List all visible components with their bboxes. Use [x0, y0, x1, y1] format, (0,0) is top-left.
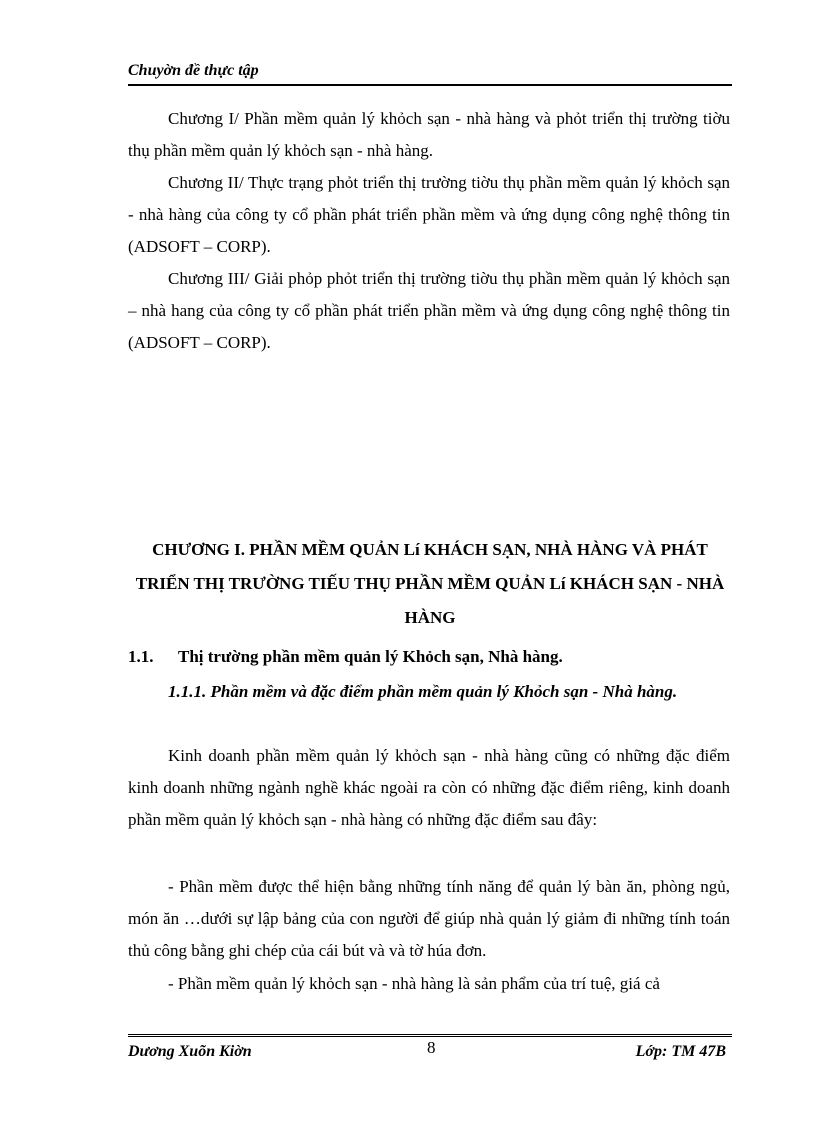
header-divider — [128, 84, 732, 86]
intro-paragraph-3: Chương III/ Giải phỏp phỏt triển thị trường tiờu thụ phần mềm quản lý khỏch sạn – nhà hang của công ty cổ phần phát triển phần mềm và ứng dụng công nghệ thông tin (ADSOFT – CORP). — [128, 269, 730, 352]
intro-paragraph-2: Chương II/ Thực trạng phỏt triển thị trường tiờu thụ phần mềm quản lý khỏch sạn - nhà hàng của công ty cổ phần phát triển phần mềm và ứng dụng công nghệ thông tin (ADSOFT – CORP). — [128, 173, 730, 256]
subsection-heading: 1.1.1. Phần mềm và đặc điểm phần mềm quản lý Khỏch sạn - Nhà hàng. — [168, 682, 678, 701]
footer-page-number: 8 — [427, 1038, 436, 1057]
footer-author: Dương Xuõn Kiờn — [128, 1043, 252, 1060]
footer-class-label: Lớp: TM 47B — [635, 1043, 726, 1060]
body-paragraph-1: Kinh doanh phần mềm quản lý khỏch sạn - nhà hàng cũng có những đặc điểm kinh doanh những ngành nghề khác ngoài ra còn có những đặc điểm riêng, kinh doanh phần mềm quản lý khỏch sạn - nhà hàng có những đặc điểm sau đây: — [128, 746, 730, 829]
body-paragraph-3: - Phần mềm quản lý khỏch sạn - nhà hàng là sản phẩm của trí tuệ, giá cả — [168, 974, 660, 993]
section-title: Thị trường phần mềm quản lý Khỏch sạn, Nhà hàng. — [178, 647, 563, 666]
section-number: 1.1. — [128, 647, 154, 666]
body-paragraph-2: - Phần mềm được thể hiện bằng những tính năng để quản lý bàn ăn, phòng ngủ, món ăn …dưới sự lập bảng của con người để giúp nhà quản lý giảm đi những tính toán thủ công bằng ghi chép của cái bút và và tờ húa đơn. — [128, 877, 730, 960]
intro-paragraph-1: Chương I/ Phần mềm quản lý khỏch sạn - nhà hàng và phỏt triển thị trường tiờu thụ phần mềm quản lý khỏch sạn - nhà hàng. — [128, 109, 730, 160]
page-header-title: Chuyờn đề thực tập — [128, 62, 259, 79]
section-heading — [128, 643, 563, 671]
footer-divider — [128, 1034, 732, 1037]
chapter-heading: CHƯƠNG I. PHẦN MỀM QUẢN Lí KHÁCH SẠN, NHÀ HÀNG VÀ PHÁT TRIỂN THỊ TRƯỜNG TIẾU THỤ PHẦN MỀM QUẢN Lí KHÁCH SẠN - NHÀ HÀNG — [135, 540, 725, 627]
